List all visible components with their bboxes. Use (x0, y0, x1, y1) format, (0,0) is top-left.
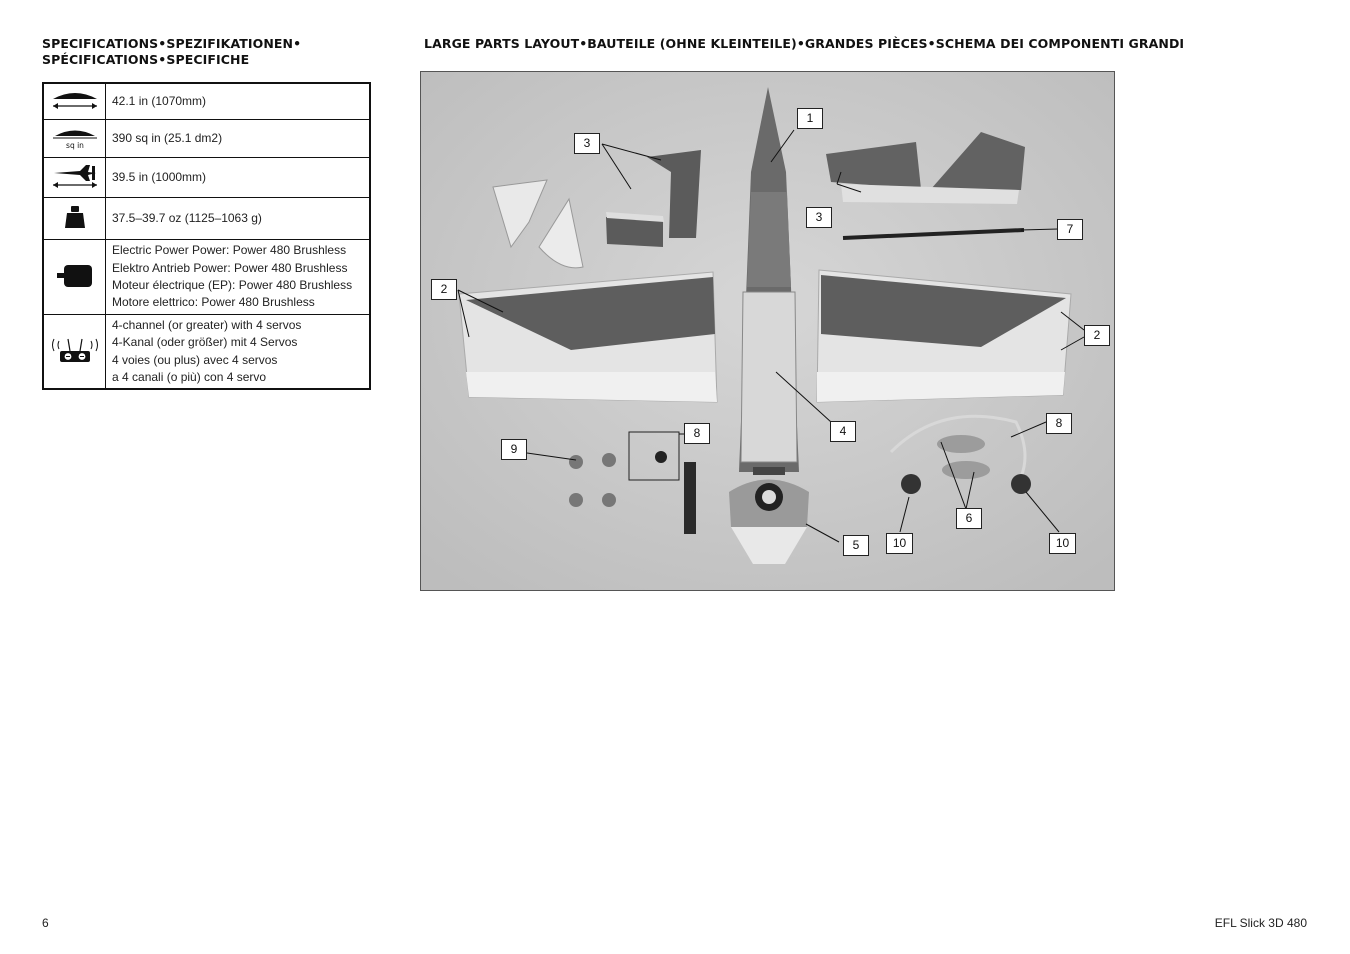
spec-length-value: 39.5 in (1000mm) (112, 169, 207, 184)
parts-illustration (421, 72, 1114, 590)
parts-layout-heading: LARGE PARTS LAYOUT•BAUTEILE (OHNE KLEINTEILE)•GRANDES PIÈCES•SCHEMA DEI COMPONENTI GRANDI (424, 36, 1185, 51)
callout-2-left: 2 (431, 279, 457, 300)
callout-3-tail: 3 (574, 133, 600, 154)
spec-weight-value: 37.5–39.7 oz (1125–1063 g) (112, 210, 262, 225)
motor-icon (43, 240, 106, 315)
wing-area-icon-label: sq in (65, 141, 84, 150)
weight-icon (43, 198, 106, 240)
callout-6: 6 (956, 508, 982, 529)
callout-4: 4 (830, 421, 856, 442)
spec-motor-line-it: Motore elettrico: Power 480 Brushless (112, 295, 315, 310)
callout-7: 7 (1057, 219, 1083, 240)
callout-10-left: 10 (886, 533, 913, 554)
spec-radio-line-fr: 4 voies (ou plus) avec 4 servos (112, 352, 278, 367)
callout-10-right: 10 (1049, 533, 1076, 554)
spec-row-weight (43, 198, 370, 240)
spec-motor-line-fr: Moteur électrique (EP): Power 480 Brushless (112, 278, 353, 292)
document-title: EFL Slick 3D 480 (1214, 916, 1307, 930)
length-icon (43, 158, 106, 198)
callout-8-bag: 8 (684, 423, 710, 444)
spec-row-radio (43, 315, 370, 390)
spec-motor-line-de: Elektro Antrieb Power: Power 480 Brushless (112, 260, 348, 275)
spec-row-motor (43, 240, 370, 315)
specifications-table (42, 82, 371, 390)
spec-radio-line-de: 4-Kanal (oder größer) mit 4 Servos (112, 335, 298, 350)
spec-wing-area-value: 390 sq in (25.1 dm2) (112, 130, 223, 145)
specifications-heading: SPECIFICATIONS•SPEZIFIKATIONEN• SPÉCIFICATIONS•SPECIFICHE (42, 36, 302, 67)
callout-2-right: 2 (1084, 325, 1110, 346)
wing-area-icon (43, 120, 106, 158)
radio-icon (43, 315, 106, 390)
callout-9: 9 (501, 439, 527, 460)
spec-radio-line-it: a 4 canali (o più) con 4 servo (112, 369, 267, 384)
spec-row-wingspan (43, 83, 370, 120)
callout-8-gear: 8 (1046, 413, 1072, 434)
page-number: 6 (42, 916, 49, 930)
callout-5: 5 (843, 535, 869, 556)
callout-1: 1 (797, 108, 823, 129)
left-wing-part (459, 272, 717, 402)
parts-layout-photo (420, 71, 1115, 591)
spec-row-length (43, 158, 370, 198)
spec-wingspan-value: 42.1 in (1070mm) (112, 93, 207, 108)
spec-row-wing-area (43, 120, 370, 158)
callout-3-stabilizer: 3 (806, 207, 832, 228)
wingspan-icon (43, 83, 106, 120)
spec-radio-line-en: 4-channel (or greater) with 4 servos (112, 317, 302, 332)
spec-motor-line-en: Electric Power Power: Power 480 Brushless (112, 243, 347, 258)
